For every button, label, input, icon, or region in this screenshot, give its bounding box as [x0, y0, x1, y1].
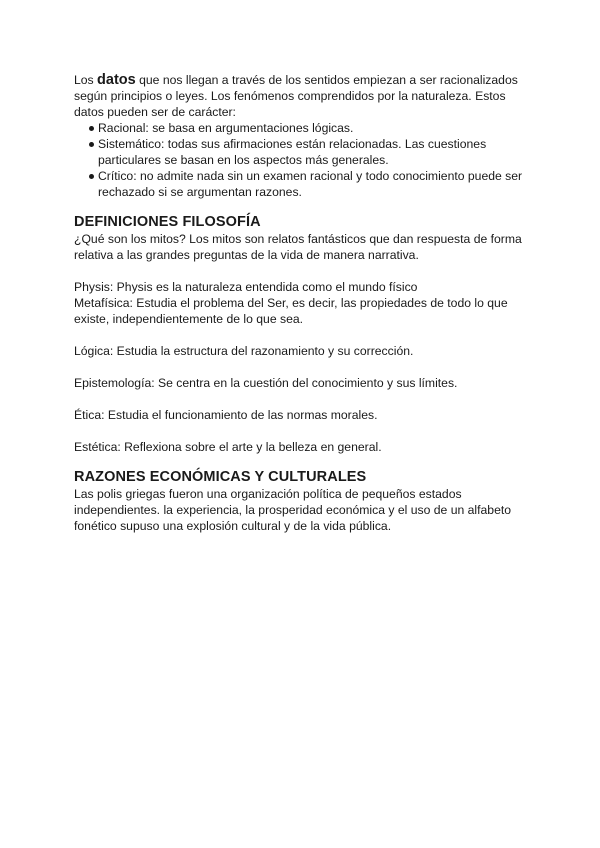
- estetica-paragraph: Estética: Reflexiona sobre el arte y la belleza en general.: [74, 440, 382, 454]
- metafisica-paragraph: Metafísica: Estudia el problema del Ser, es decir, las propiedades de todo lo que existe, independientemente de lo que sea.: [74, 296, 508, 326]
- document-page: [74, 72, 524, 534]
- section-heading-razones: RAZONES ECONÓMICAS Y CULTURALES: [74, 469, 367, 485]
- list-item-text: Crítico: no admite nada sin un examen racional y todo conocimiento puede ser rechazado si se argumentan razones.: [98, 169, 523, 199]
- intro-bold-word: datos: [97, 72, 136, 88]
- mitos-paragraph: ¿Qué son los mitos? Los mitos son relatos fantásticos que dan respuesta de forma relativa a las grandes preguntas de la vida de manera narrativa.: [74, 232, 522, 262]
- bullet-icon: [89, 174, 94, 179]
- physis-paragraph: Physis: Physis es la naturaleza entendida como el mundo físico: [74, 280, 418, 294]
- list-item: [74, 168, 524, 200]
- intro-paragraph: [74, 72, 524, 120]
- list-item-text: Racional: se basa en argumentaciones lógicas.: [98, 121, 354, 135]
- logica-paragraph: Lógica: Estudia la estructura del razonamiento y su corrección.: [74, 344, 414, 358]
- section-heading-definiciones: DEFINICIONES FILOSOFÍA: [74, 214, 261, 230]
- razones-paragraph: Las polis griegas fueron una organización política de pequeños estados independientes. la experiencia, la prosperidad económica y el uso de un alfabeto fonético supuso una explosión cultural y de la vida pública.: [74, 487, 512, 533]
- etica-paragraph: Ética: Estudia el funcionamiento de las normas morales.: [74, 408, 378, 422]
- list-item: [74, 136, 524, 168]
- bullet-icon: [89, 126, 94, 131]
- bullet-icon: [89, 142, 94, 147]
- list-item-text: Sistemático: todas sus afirmaciones están relacionadas. Las cuestiones particulares se basan en los aspectos más generales.: [98, 137, 487, 167]
- intro-prefix: Los: [74, 73, 98, 87]
- characteristics-list: [74, 120, 524, 200]
- intro-rest: que nos llegan a través de los sentidos empiezan a ser racionalizados según principios o leyes. Los fenómenos comprendidos por la naturaleza. Estos datos pueden ser de carácter:: [74, 73, 518, 119]
- list-item: [74, 120, 524, 136]
- epistemologia-paragraph: Epistemología: Se centra en la cuestión del conocimiento y sus límites.: [74, 376, 458, 390]
